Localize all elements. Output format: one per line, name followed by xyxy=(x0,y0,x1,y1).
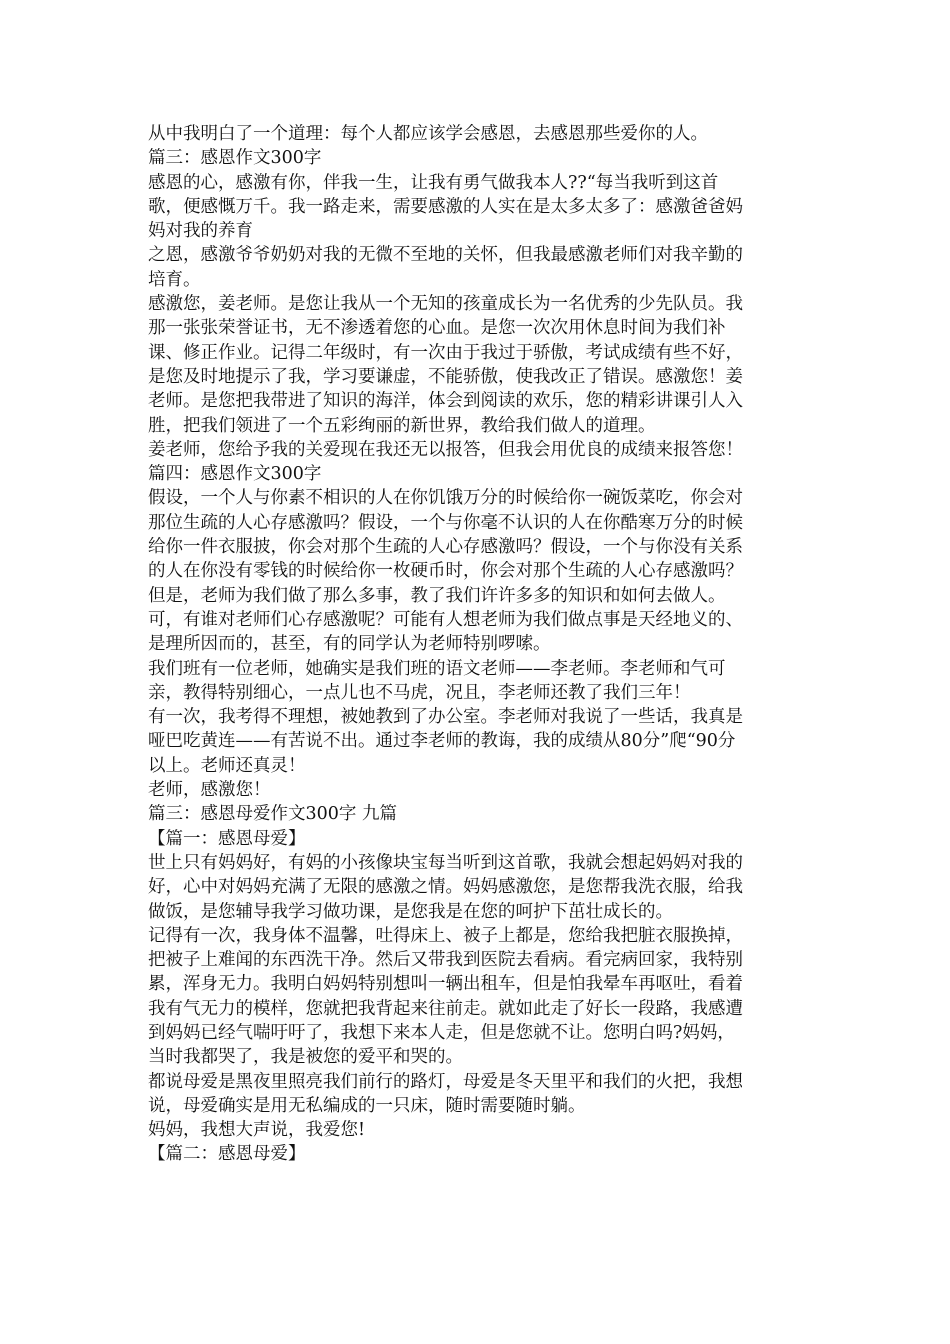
paragraph-line: 亲，教得特别细心，一点儿也不马虎，况且，李老师还教了我们三年！ xyxy=(148,682,691,703)
paragraph-line: 都说母爱是黑夜里照亮我们前行的路灯，母爱是冬天里平和我们的火把，我想 xyxy=(148,1071,743,1092)
document-body xyxy=(148,122,808,1167)
paragraph-line: 老师。是您把我带进了知识的海洋，体会到阅读的欢乐，您的精彩讲课引人入 xyxy=(148,391,743,412)
paragraph-line: 培育。 xyxy=(148,269,201,290)
paragraph-line: 到妈妈已经气喘吁吁了，我想下来本人走，但是您就不让。您明白吗?妈妈， xyxy=(148,1022,735,1043)
paragraph-line: 以上。老师还真灵！ xyxy=(148,755,306,776)
subsection-heading: 【篇一：感恩母爱】 xyxy=(148,828,306,849)
paragraph-line: 世上只有妈妈好，有妈的小孩像块宝每当听到这首歌，我就会想起妈妈对我的 xyxy=(148,852,743,873)
paragraph-line: 妈妈，我想大声说，我爱您! xyxy=(148,1120,366,1141)
paragraph-line: 是您及时地提示了我，学习要谦虚，不能骄傲，使我改正了错误。感激您！姜 xyxy=(148,366,743,387)
paragraph-line: 好，心中对妈妈充满了无限的感激之情。妈妈感激您，是您帮我洗衣服，给我 xyxy=(148,877,743,898)
paragraph-line: 做饭，是您辅导我学习做功课，是您我是在您的呵护下茁壮成长的。 xyxy=(148,901,673,922)
paragraph-line: 把被子上难闻的东西洗干净。然后又带我到医院去看病。看完病回家，我特别 xyxy=(148,950,743,971)
paragraph-line: 那一张张荣誉证书，无不渗透着您的心血。是您一次次用休息时间为我们补 xyxy=(148,318,726,339)
paragraph-line: 胜，把我们领进了一个五彩绚丽的新世界，教给我们做人的道理。 xyxy=(148,415,656,436)
paragraph-line: 感恩的心，感激有你，伴我一生，让我有勇气做我本人??“每当我听到这首 xyxy=(148,172,719,193)
subsection-heading: 【篇二：感恩母爱】 xyxy=(148,1144,306,1165)
paragraph-line: 我有气无力的模样，您就把我背起来往前走。就如此走了好长一段路，我感遭 xyxy=(148,998,743,1019)
paragraph-line: 当时我都哭了，我是被您的爱平和哭的。 xyxy=(148,1047,463,1068)
section-heading: 篇三：感恩作文300字 xyxy=(148,148,322,169)
paragraph-line: 可，有谁对老师们心存感激呢？可能有人想老师为我们做点事是天经地义的、 xyxy=(148,609,743,630)
paragraph-line: 妈对我的养育 xyxy=(148,221,253,242)
paragraph-line: 歌，便感慨万千。我一路走来，需要感激的人实在是太多太多了：感激爸爸妈 xyxy=(148,196,743,217)
paragraph-line: 我们班有一位老师，她确实是我们班的语文老师——李老师。李老师和气可 xyxy=(148,658,726,679)
paragraph-line: 有一次，我考得不理想，被她教到了办公室。李老师对我说了一些话，我真是 xyxy=(148,707,743,728)
paragraph-line: 课、修正作业。记得二年级时，有一次由于我过于骄傲，考试成绩有些不好， xyxy=(148,342,743,363)
paragraph-line: 给你一件衣服披，你会对那个生疏的人心存感激吗？假设，一个与你没有关系 xyxy=(148,537,743,558)
paragraph-line: 姜老师，您给予我的关爱现在我还无以报答，但我会用优良的成绩来报答您！ xyxy=(148,439,743,460)
paragraph-line: 之恩，感激爷爷奶奶对我的无微不至地的关怀，但我最感激老师们对我辛勤的 xyxy=(148,245,743,266)
paragraph-line: 老师，感激您！ xyxy=(148,780,271,801)
paragraph-line: 记得有一次，我身体不温馨，吐得床上、被子上都是，您给我把脏衣服换掉， xyxy=(148,925,743,946)
paragraph-line: 从中我明白了一个道理：每个人都应该学会感恩，去感恩那些爱你的人。 xyxy=(148,124,708,144)
paragraph-line: 的人在你没有零钱的时候给你一枚硬币时，你会对那个生疏的人心存感激吗？ xyxy=(148,561,743,582)
paragraph-line: 那位生疏的人心存感激吗？假设，一个与你毫不认识的人在你酷寒万分的时候 xyxy=(148,512,743,533)
paragraph-line: 累，浑身无力。我明白妈妈特别想叫一辆出租车，但是怕我晕车再呕吐，看着 xyxy=(148,974,743,995)
paragraph-line: 是理所因而的，甚至，有的同学认为老师特别啰嗦。 xyxy=(148,634,551,655)
paragraph-line: 说，母爱确实是用无私编成的一只床，随时需要随时躺。 xyxy=(148,1095,586,1116)
paragraph-line: 感激您，姜老师。是您让我从一个无知的孩童成长为一名优秀的少先队员。我 xyxy=(148,294,743,315)
paragraph-line: 哑巴吃黄连——有苦说不出。通过李老师的教诲，我的成绩从80分”爬“90分 xyxy=(148,731,736,752)
section-heading: 篇四：感恩作文300字 xyxy=(148,464,322,485)
section-heading: 篇三：感恩母爱作文300字 九篇 xyxy=(148,804,397,825)
paragraph-line: 但是，老师为我们做了那么多事，教了我们许许多多的知识和如何去做人。 xyxy=(148,585,726,606)
paragraph-line: 假设，一个人与你素不相识的人在你饥饿万分的时候给你一碗饭菜吃，你会对 xyxy=(148,488,743,509)
